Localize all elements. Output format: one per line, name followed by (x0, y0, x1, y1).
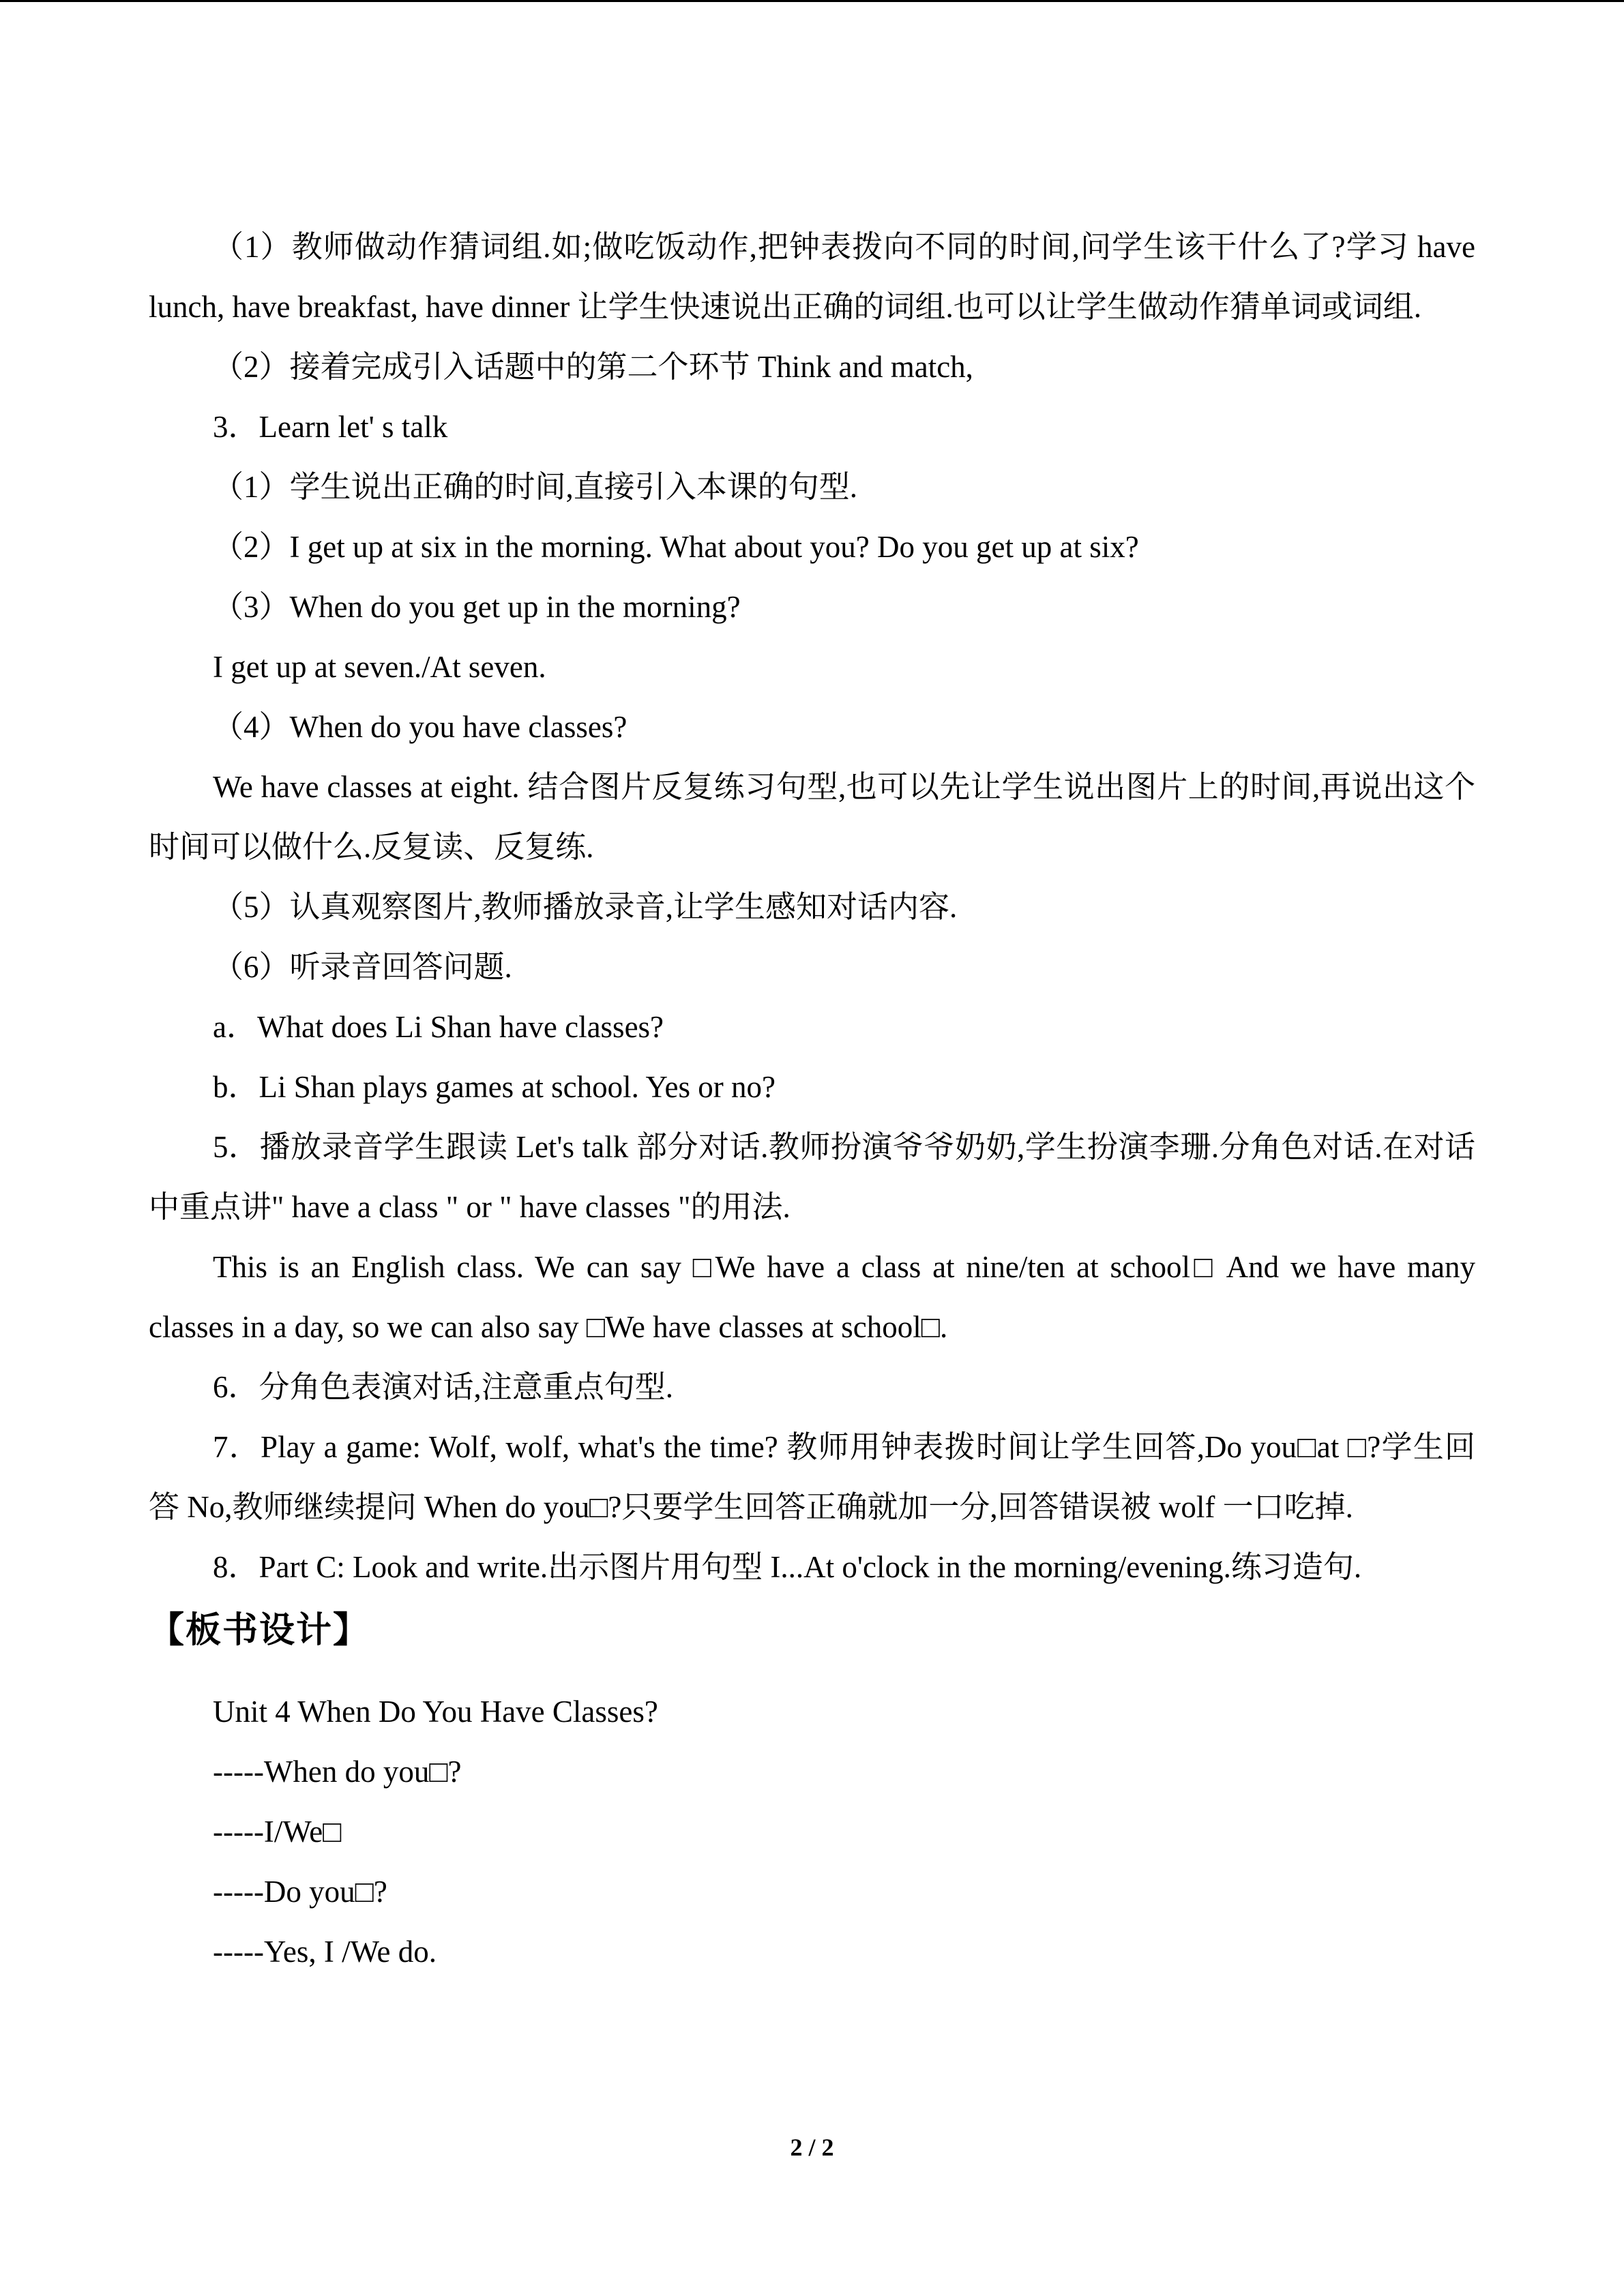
paragraph: a．What does Li Shan have classes? (213, 1010, 664, 1044)
paragraph: 5．播放录音学生跟读 Let's talk 部分对话.教师扮演爷爷奶奶,学生扮演李珊.分角色对话.在对话中重点讲" have a class " or " have classes "的用法. (149, 1130, 1475, 1224)
board-line: -----Do you□? (213, 1875, 387, 1909)
top-border-line (0, 0, 1624, 2)
board-design-heading: 【板书设计】 (149, 1610, 370, 1651)
board-line: Unit 4 When Do You Have Classes? (213, 1695, 658, 1729)
document-body (149, 217, 1475, 1982)
page-number: 2 / 2 (790, 2134, 834, 2161)
paragraph: 3．Learn let' s talk (213, 410, 448, 444)
paragraph: This is an English class. We can say □We have a class at nine/ten at school□ And we have many classes in a day, so we can also say □We have classes at school□. (149, 1250, 1475, 1344)
paragraph: I get up at seven./At seven. (213, 650, 546, 684)
paragraph: （4）When do you have classes? (213, 710, 628, 744)
paragraph: 7．Play a game: Wolf, wolf, what's the time? 教师用钟表拨时间让学生回答,Do you□at □?学生回答 No,教师继续提问 When do you□?只要学生回答正确就加一分,回答错误被 wolf 一口吃掉. (149, 1430, 1475, 1524)
paragraph: （2）接着完成引入话题中的第二个环节 Think and match, (213, 350, 973, 384)
paragraph: （2）I get up at six in the morning. What about you? Do you get up at six? (213, 530, 1139, 564)
board-line: -----When do you□? (213, 1755, 462, 1789)
paragraph: b．Li Shan plays games at school. Yes or no? (213, 1070, 776, 1104)
paragraph: 6．分角色表演对话,注意重点句型. (213, 1370, 674, 1404)
paragraph: 8．Part C: Look and write.出示图片用句型 I...At o'clock in the morning/evening.练习造句. (213, 1550, 1362, 1584)
paragraph: （1）学生说出正确的时间,直接引入本课的句型. (213, 470, 858, 504)
paragraph: （3）When do you get up in the morning? (213, 590, 741, 624)
paragraph: （5）认真观察图片,教师播放录音,让学生感知对话内容. (213, 890, 958, 924)
paragraph: （6）听录音回答问题. (213, 950, 512, 984)
paragraph: We have classes at eight. 结合图片反复练习句型,也可以先让学生说出图片上的时间,再说出这个时间可以做什么.反复读、反复练. (149, 770, 1475, 864)
board-line: -----I/We□ (213, 1815, 342, 1849)
paragraph: （1）教师做动作猜词组.如;做吃饭动作,把钟表拨向不同的时间,问学生该干什么了?学习 have lunch, have breakfast, have dinner 让学生快速说出正确的词组.也可以让学生做动作猜单词或词组. (149, 230, 1475, 324)
board-line: -----Yes, I /We do. (213, 1935, 437, 1969)
